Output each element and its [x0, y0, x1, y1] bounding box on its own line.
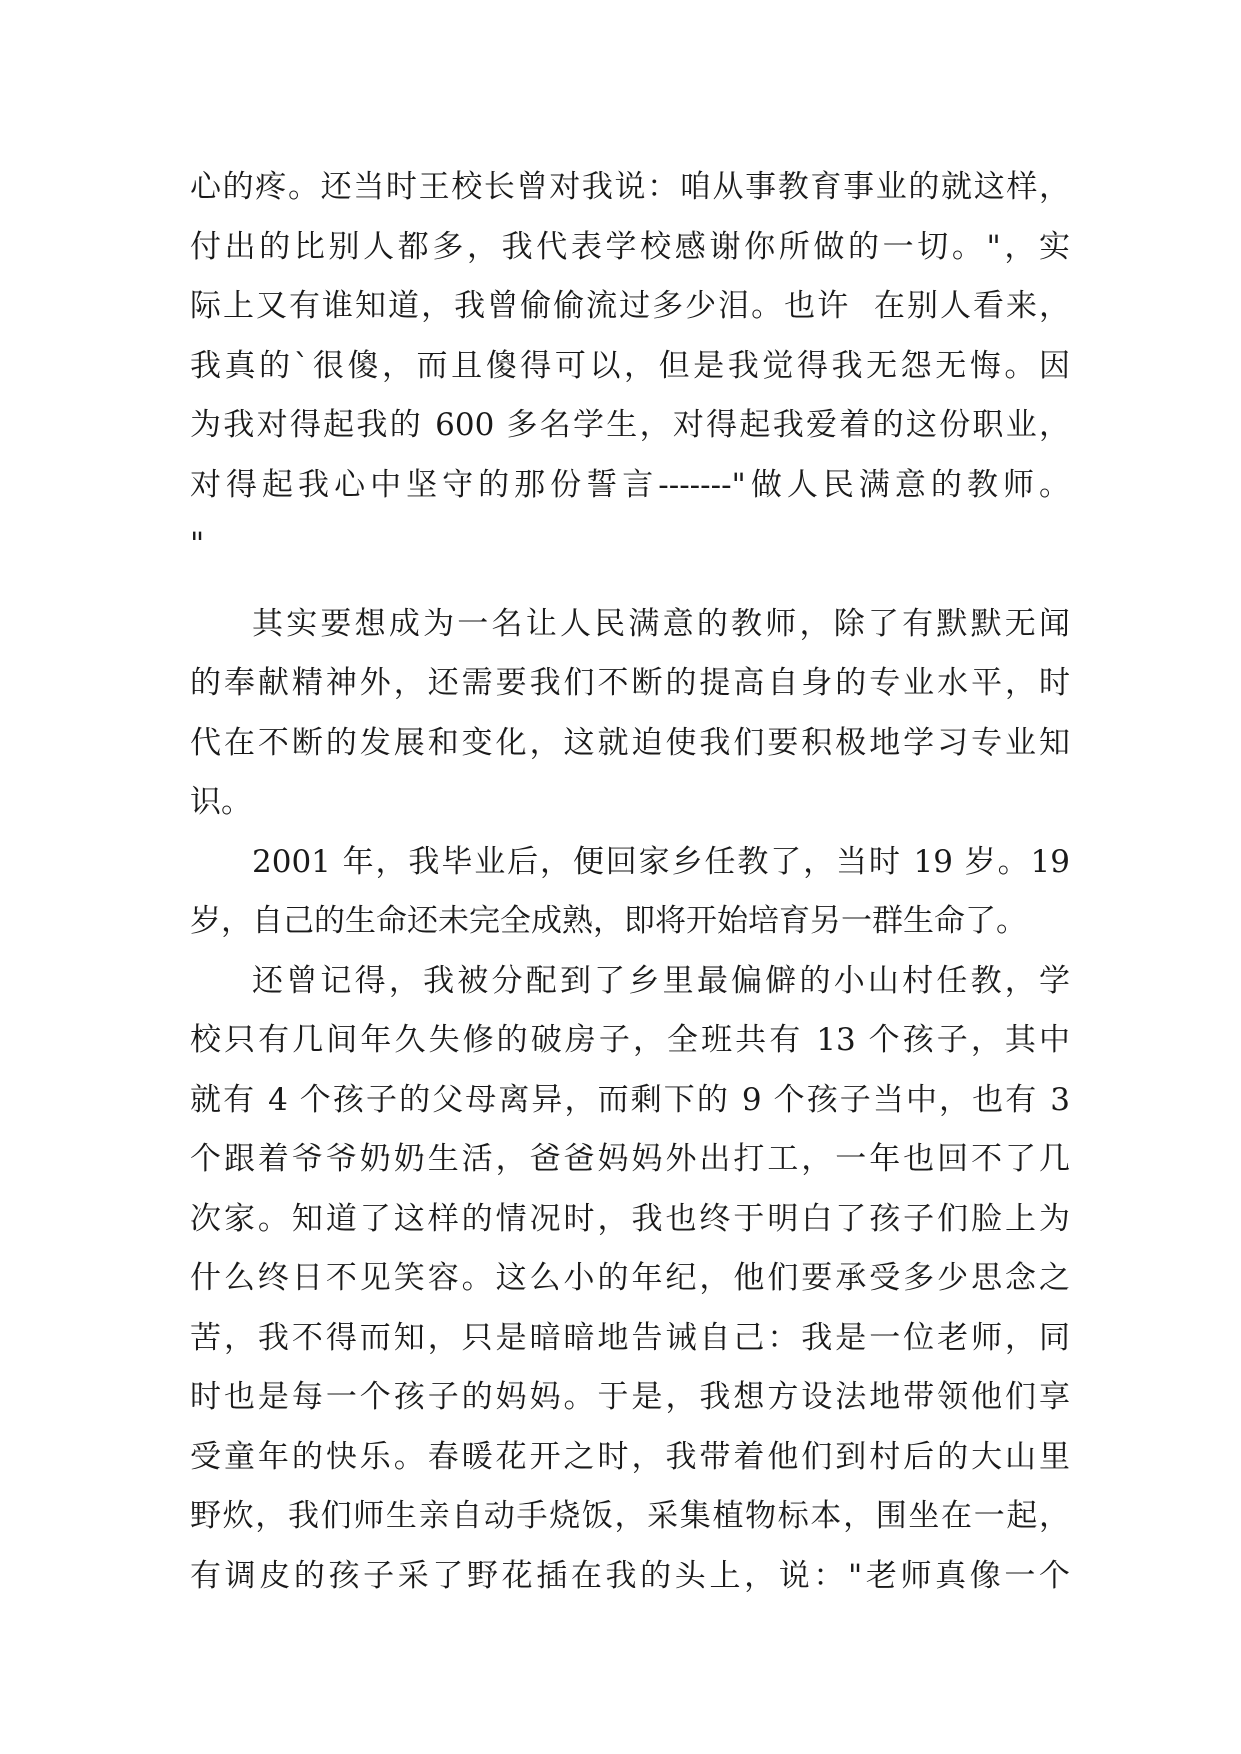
text-line: 校只有几间年久失修的破房子，全班共有 13 个孩子，其中: [190, 1022, 1070, 1058]
text-line: 苦，我不得而知，只是暗暗地告诫自己：我是一位老师，同: [190, 1319, 1070, 1356]
text-line: 还曾记得，我被分配到了乡里最偏僻的小山村任教，学: [252, 962, 1070, 999]
text-line: 什么终日不见笑容。这么小的年纪，他们要承受多少思念之: [190, 1260, 1070, 1296]
text-line: 我真的`很傻，而且傻得可以，但是我觉得我无怨无悔。因: [190, 347, 1070, 384]
text-line: 际上又有谁知道，我曾偷偷流过多少泪。也许 在别人看来，: [190, 288, 1070, 324]
text-line: 代在不断的发展和变化，这就迫使我们要积极地学习专业知: [190, 724, 1070, 761]
paragraph-4: [190, 952, 1070, 1607]
paragraph-3: [190, 833, 1070, 952]
document-body: [190, 158, 1070, 1606]
text-line: 次家。知道了这样的情况时，我也终于明白了孩子们脸上为: [190, 1200, 1070, 1237]
text-line: 付出的比别人都多，我代表学校感谢你所做的一切。"，实: [190, 228, 1070, 265]
paragraph-1: [190, 158, 1070, 575]
text-line: 2001 年，我毕业后，便回家乡任教了，当时 19 岁。19: [252, 843, 1070, 880]
text-line: ": [190, 526, 205, 562]
paragraph-2: [190, 595, 1070, 833]
text-line: 有调皮的孩子采了野花插在我的头上，说："老师真像一个: [190, 1557, 1070, 1594]
text-line: 心的疼。还当时王校长曾对我说：咱从事教育事业的就这样，: [190, 169, 1070, 205]
text-line: 时也是每一个孩子的妈妈。于是，我想方设法地带领他们享: [190, 1379, 1070, 1415]
text-line: 受童年的快乐。春暖花开之时，我带着他们到村后的大山里: [190, 1438, 1070, 1475]
text-line: 岁，自己的生命还未完全成熟，即将开始培育另一群生命了。: [190, 903, 1027, 939]
text-line: 个跟着爷爷奶奶生活，爸爸妈妈外出打工，一年也回不了几: [190, 1141, 1070, 1177]
text-line: 对得起我心中坚守的那份誓言-------"做人民满意的教师。: [190, 466, 1070, 503]
text-line: 野炊，我们师生亲自动手烧饭，采集植物标本，围坐在一起，: [190, 1498, 1070, 1534]
text-line: 识。: [190, 784, 252, 820]
text-line: 为我对得起我的 600 多名学生，对得起我爱着的这份职业，: [190, 407, 1070, 443]
text-line: 的奉献精神外，还需要我们不断的提高自身的专业水平，时: [190, 665, 1070, 701]
text-line: 其实要想成为一名让人民满意的教师，除了有默默无闻: [252, 605, 1070, 642]
text-line: 就有 4 个孩子的父母离异，而剩下的 9 个孩子当中，也有 3: [190, 1081, 1070, 1118]
